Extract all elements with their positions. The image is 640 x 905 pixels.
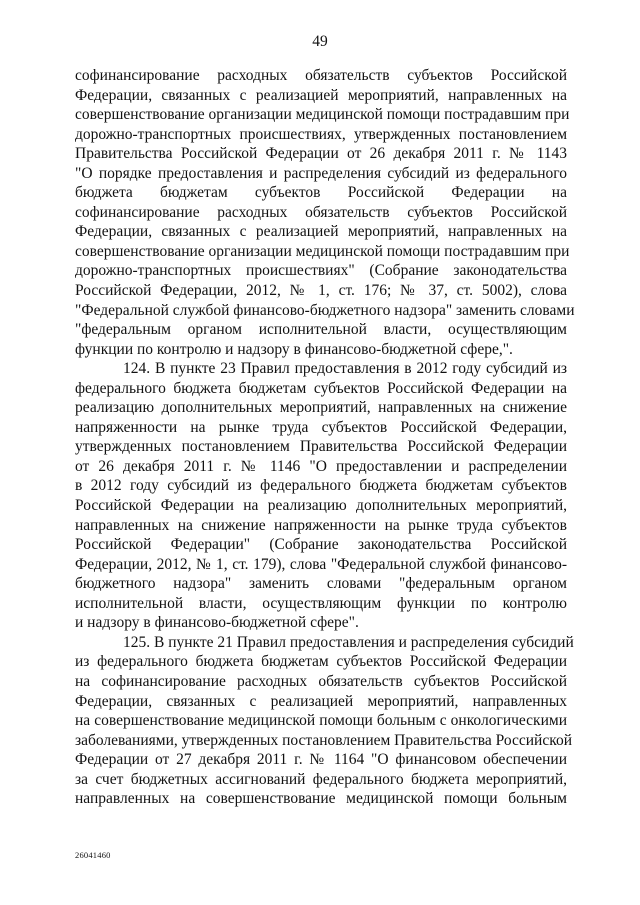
text-line: Российской Федерации, 2012, № 1, ст. 176; № 37, ст. 5002), слова — [75, 282, 567, 300]
text-line: за счет бюджетных ассигнований федерального бюджета мероприятий, — [75, 770, 567, 788]
text-line: на софинансирование расходных обязательств субъектов Российской — [75, 672, 567, 690]
page-number: 49 — [312, 33, 328, 50]
text-line: Федерации, связанных с реализацией мероприятий, направленных на — [75, 223, 567, 241]
text-line: совершенствование организации медицинской помощи пострадавшим при — [75, 242, 570, 260]
text-line: на совершенствование медицинской помощи больным с онкологическими — [75, 712, 567, 730]
text-line: Федерации, 2012, № 1, ст. 179), слова "Федеральной службой финансово- — [75, 555, 567, 573]
text-line: Российской Федерации на реализацию дополнительных мероприятий, — [75, 497, 567, 515]
text-line: исполнительной власти, осуществляющим функции по контролю — [75, 594, 567, 612]
text-line: 124. В пункте 23 Правил предоставления в 2012 году субсидий из — [123, 360, 567, 378]
document-code: 26041460 — [75, 850, 111, 860]
text-line: из федерального бюджета бюджетам субъектов Российской Федерации — [75, 653, 567, 671]
text-line: софинансирование расходных обязательств субъектов Российской — [75, 67, 567, 84]
text-line: заболеваниями, утвержденных постановлением Правительства Российской — [75, 731, 572, 749]
text-line: "Федеральной службой финансово-бюджетного надзора" заменить словами — [75, 301, 575, 319]
text-line: федерального бюджета бюджетам субъектов Российской Федерации на — [75, 379, 567, 397]
text-line: 125. В пункте 21 Правил предоставления и распределения субсидий — [123, 633, 574, 651]
text-line: "федеральным органом исполнительной власти, осуществляющим — [75, 321, 567, 339]
text-line: Российской Федерации" (Собрание законодательства Российской — [75, 536, 567, 554]
text-line: Федерации от 27 декабря 2011 г. № 1164 "О финансовом обеспечении — [75, 751, 567, 769]
text-line: дорожно-транспортных происшествиях, утвержденных постановлением — [75, 125, 567, 143]
text-line: бюджетного надзора" заменить словами "федеральным органом — [75, 575, 567, 593]
text-line: дорожно-транспортных происшествиях" (Собрание законодательства — [75, 262, 567, 280]
text-line: бюджета бюджетам субъектов Российской Федерации на — [75, 184, 567, 202]
text-line: Федерации, связанных с реализацией мероприятий, направленных — [75, 692, 567, 710]
document-body-text — [75, 66, 575, 809]
text-line: реализацию дополнительных мероприятий, направленных на снижение — [75, 399, 567, 417]
text-line: направленных на снижение напряженности на рынке труда субъектов — [75, 516, 567, 534]
text-line: направленных на совершенствование медицинской помощи больным — [75, 790, 567, 808]
text-line: функции по контролю и надзору в финансово-бюджетной сфере,". — [75, 340, 513, 358]
text-line: софинансирование расходных обязательств субъектов Российской — [75, 203, 567, 221]
text-line: совершенствование организации медицинской помощи пострадавшим при — [75, 106, 570, 124]
text-line: от 26 декабря 2011 г. № 1146 "О предоставлении и распределении — [75, 457, 567, 475]
text-line: "О порядке предоставления и распределения субсидий из федерального — [75, 164, 567, 182]
text-line: в 2012 году субсидий из федерального бюджета бюджетам субъектов — [75, 477, 567, 495]
text-line: напряженности на рынке труда субъектов Российской Федерации, — [75, 418, 567, 436]
text-line: и надзору в финансово-бюджетной сфере". — [75, 614, 359, 632]
text-line: утвержденных постановлением Правительства Российской Федерации — [75, 438, 567, 456]
text-line: Правительства Российской Федерации от 26 декабря 2011 г. № 1143 — [75, 145, 567, 163]
text-line: Федерации, связанных с реализацией мероприятий, направленных на — [75, 86, 567, 104]
